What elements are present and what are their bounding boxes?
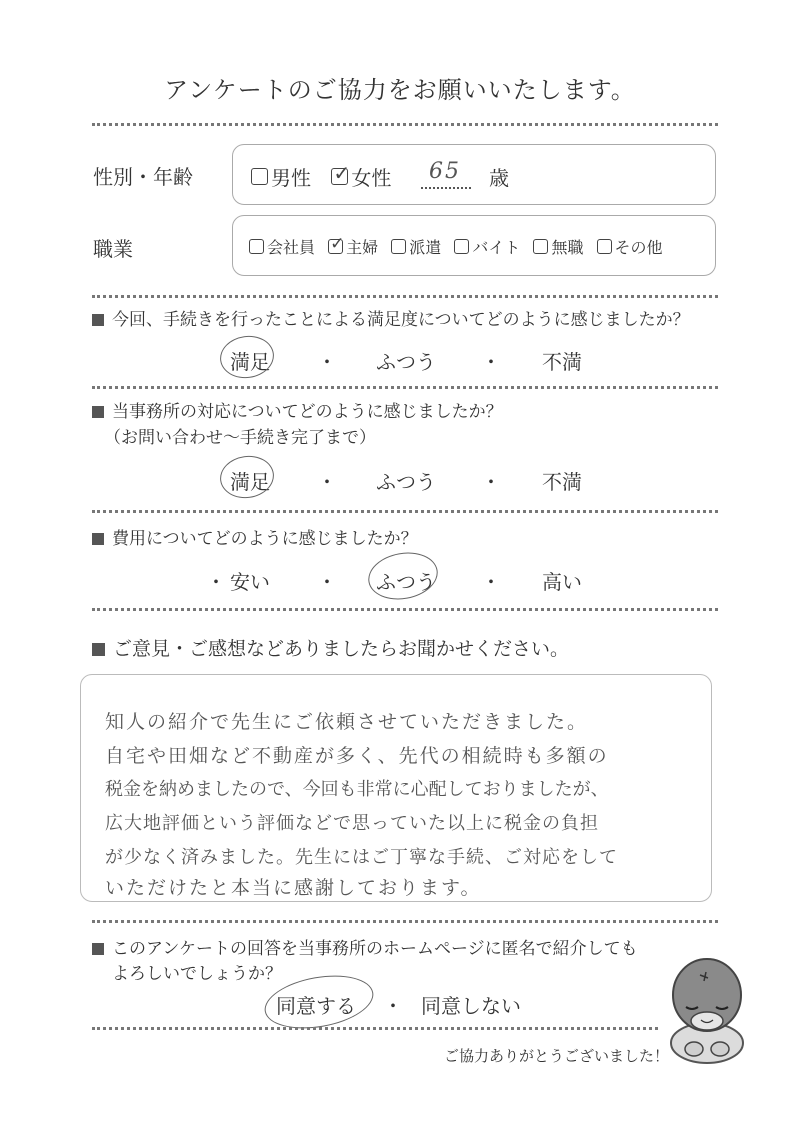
check-mark-icon: ✓	[333, 161, 351, 185]
q5-question-line2: よろしいでしょうか？	[112, 964, 282, 984]
q3-option-normal[interactable]: ふつう	[376, 570, 436, 594]
comment-line: 税金を納めましたので、今回も非常に心配しておりましたが、	[105, 779, 609, 800]
housewife-checkbox[interactable]	[328, 234, 345, 254]
square-bullet-icon	[92, 943, 104, 955]
comment-line: 知人の紹介で先生にご依頼させていただきました。	[105, 711, 589, 733]
q2-option-dissatisfied[interactable]: 不満	[542, 470, 582, 494]
square-bullet-icon	[92, 643, 105, 656]
separator: ・	[317, 470, 337, 494]
comment-line: いただけたと本当に感謝しております。	[105, 877, 482, 899]
q1-option-dissatisfied[interactable]: 不満	[542, 350, 582, 374]
divider	[92, 123, 718, 126]
company-employee-checkbox[interactable]	[249, 239, 264, 254]
q4-question: ご意見・ご感想などありましたらお聞かせください。	[92, 634, 569, 661]
other-checkbox[interactable]	[597, 239, 612, 254]
comment-line: 自宅や田畑など不動産が多く、先代の相続時も多額の	[105, 745, 609, 767]
age-field[interactable]	[421, 157, 471, 189]
gender-age-label: 性別・年齢	[93, 165, 193, 189]
unemployed-label: 無職	[551, 238, 584, 257]
footer-thanks: ご協力ありがとうございました！	[444, 1047, 670, 1065]
part-time-checkbox[interactable]	[454, 239, 469, 254]
separator: ・	[206, 570, 226, 594]
housewife-label: 主婦	[346, 238, 379, 257]
male-checkbox[interactable]	[251, 168, 268, 185]
q2-subnote: （お問い合わせ～手続き完了まで）	[104, 428, 376, 448]
dispatch-checkbox[interactable]	[391, 239, 406, 254]
q1-question: 今回、手続きを行ったことによる満足度についてどのように感じましたか？	[92, 305, 690, 330]
q3-option-cheap[interactable]: 安い	[230, 570, 270, 594]
q5-option-agree[interactable]: 同意する	[276, 994, 356, 1018]
divider	[92, 510, 718, 513]
q3-question: 費用についてどのように感じましたか？	[92, 524, 418, 549]
separator: ・	[481, 350, 501, 374]
gender-options	[251, 162, 391, 191]
q5-option-disagree[interactable]: 同意しない	[421, 994, 521, 1018]
comment-line: 広大地評価という評価などで思っていた以上に税金の負担	[105, 813, 599, 834]
part-time-label: バイト	[472, 238, 521, 257]
occupation-box	[232, 215, 716, 276]
female-checkbox[interactable]	[331, 161, 351, 185]
other-label: その他	[614, 238, 663, 257]
check-mark-icon: ✓	[330, 234, 345, 254]
comment-box[interactable]	[80, 674, 712, 902]
square-bullet-icon	[92, 533, 104, 545]
separator: ・	[481, 470, 501, 494]
occupation-label: 職業	[93, 237, 133, 261]
q2-option-satisfied[interactable]: 満足	[230, 470, 270, 494]
occupation-options	[249, 235, 663, 258]
square-bullet-icon	[92, 314, 104, 326]
q2-option-normal[interactable]: ふつう	[376, 470, 436, 494]
q3-option-expensive[interactable]: 高い	[542, 570, 582, 594]
age-unit: 歳	[489, 166, 509, 190]
dispatch-label: 派遣	[409, 238, 442, 257]
divider	[92, 1027, 658, 1030]
female-label: 女性	[351, 166, 392, 190]
comment-line: が少なく済みました。先生にはご丁寧な手続、ご対応をして	[105, 847, 618, 868]
bowing-mascot-icon	[664, 955, 750, 1065]
q2-question: 当事務所の対応についてどのように感じましたか？	[92, 397, 503, 422]
selection-circle	[365, 547, 442, 604]
company-employee-label: 会社員	[267, 238, 316, 257]
divider	[92, 386, 718, 389]
q1-option-normal[interactable]: ふつう	[376, 350, 436, 374]
age-value: 65	[429, 159, 461, 184]
divider	[92, 295, 718, 298]
separator: ・	[317, 570, 337, 594]
square-bullet-icon	[92, 406, 104, 418]
gender-age-box	[232, 144, 716, 205]
separator: ・	[317, 350, 337, 374]
separator: ・	[481, 570, 501, 594]
q5-question: このアンケートの回答を当事務所のホームページに匿名で紹介しても	[92, 934, 638, 959]
divider	[92, 608, 718, 611]
divider	[92, 920, 718, 923]
separator: ・	[383, 994, 403, 1018]
q1-option-satisfied[interactable]: 満足	[230, 350, 270, 374]
survey-title: アンケートのご協力をお願いいたします。	[164, 76, 636, 104]
unemployed-checkbox[interactable]	[533, 239, 548, 254]
male-label: 男性	[271, 166, 311, 190]
